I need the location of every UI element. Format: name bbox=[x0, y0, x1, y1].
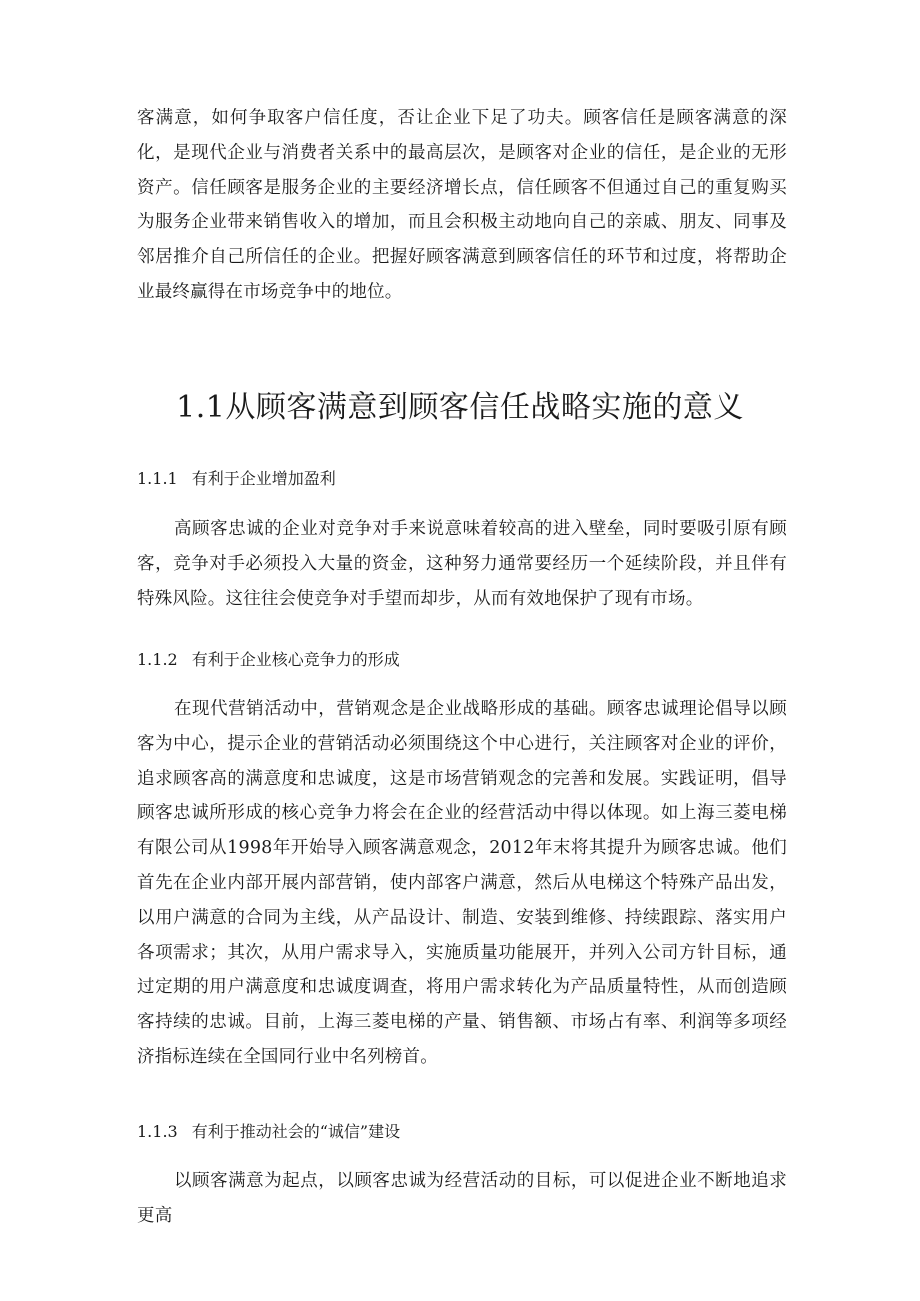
subsection-title: 有利于推动社会的“诚信”建设 bbox=[191, 1122, 401, 1141]
subsection-number: 1.1.1 bbox=[137, 469, 178, 488]
subsection-heading-1-1-3 bbox=[137, 1119, 787, 1145]
section-title: 1.1从顾客满意到顾客信任战略实施的意义 bbox=[176, 390, 744, 425]
intro-paragraph: 客满意，如何争取客户信任度，否让企业下足了功夫。顾客信任是顾客满意的深化，是现代企业与消费者关系中的最高层次，是顾客对企业的信任，是企业的无形资产。信任顾客是服务企业的主要经济增长点，信任顾客不但通过自己的重复购买为服务企业带来销售收入的增加，而且会积极主动地向自己的亲戚、朋友、同事及邻居推介自己所信任的企业。把握好顾客满意到顾客信任的环节和过度，将帮助企业最终赢得在市场竞争中的地位。 bbox=[137, 108, 787, 302]
subsection-body-1-1-1: 高顾客忠诚的企业对竞争对手来说意味着较高的进入壁垒，同时要吸引原有顾客，竞争对手必须投入大量的资金，这种努力通常要经历一个延续阶段，并且伴有特殊风险。这往往会使竞争对手望而却步，从而有效地保护了现有市场。 bbox=[137, 519, 787, 609]
subsection-number: 1.1.3 bbox=[137, 1122, 178, 1141]
subsection-number: 1.1.2 bbox=[137, 650, 178, 669]
subsection-body-1-1-2: 在现代营销活动中，营销观念是企业战略形成的基础。顾客忠诚理论倡导以顾客为中心，提示企业的营销活动必须围绕这个中心进行，关注顾客对企业的评价，追求顾客高的满意度和忠诚度，这是市场营销观念的完善和发展。实践证明，倡导顾客忠诚所形成的核心竞争力将会在企业的经营活动中得以体现。如上海三菱电梯有限公司从1998年开始导入顾客满意观念，2012年末将其提升为顾客忠诚。他们首先在企业内部开展内部营销，使内部客户满意，然后从电梯这个特殊产品出发，以用户满意的合同为主线，从产品设计、制造、安装到维修、持续跟踪、落实用户各项需求；其次，从用户需求导入，实施质量功能展开，并列入公司方针目标，通过定期的用户满意度和忠诚度调查，将用户需求转化为产品质量特性，从而创造顾客持续的忠诚。目前，上海三菱电梯的产量、销售额、市场占有率、利润等多项经济指标连续在全国同行业中名列榜首。 bbox=[137, 699, 787, 1067]
subsection-title: 有利于企业核心竞争力的形成 bbox=[191, 650, 400, 669]
subsection-body-1-1-3: 以顾客满意为起点，以顾客忠诚为经营活动的目标，可以促进企业不断地追求更高 bbox=[137, 1171, 787, 1226]
subsection-heading-1-1-2 bbox=[137, 647, 787, 673]
subsection-heading-1-1-1 bbox=[137, 466, 787, 492]
subsection-title: 有利于企业增加盈利 bbox=[191, 469, 336, 488]
